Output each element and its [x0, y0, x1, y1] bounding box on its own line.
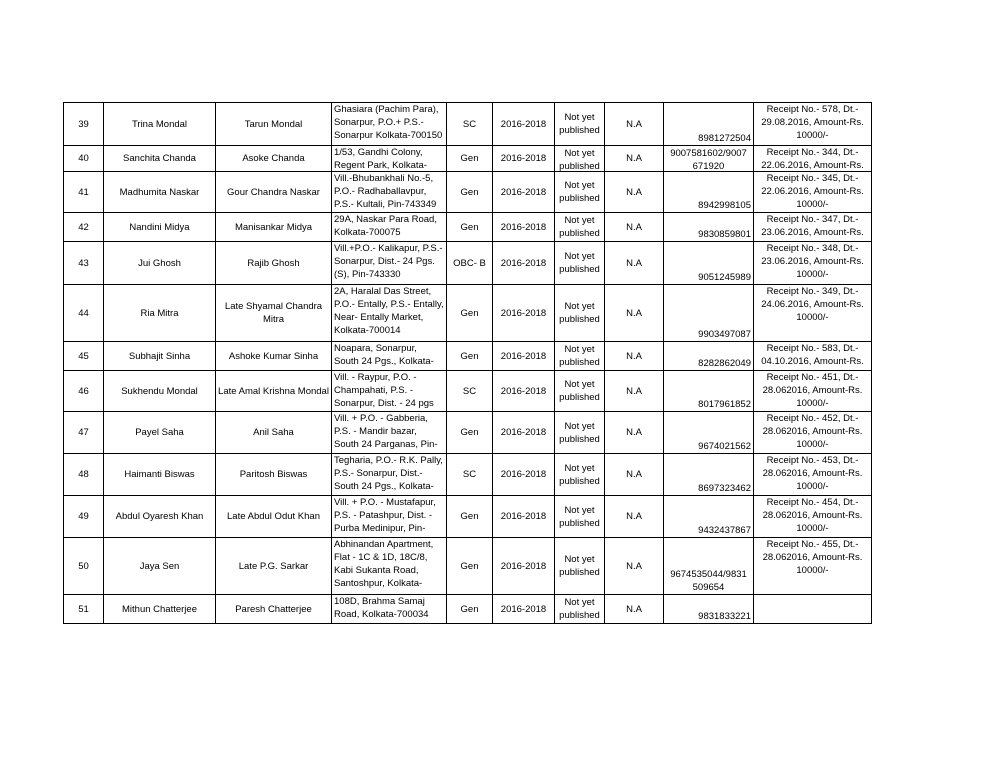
category-cell: Gen [447, 342, 493, 371]
table-row [64, 538, 872, 595]
category-cell: Gen [447, 285, 493, 342]
table-row [64, 454, 872, 496]
session-cell: 2016-2018 [493, 454, 555, 496]
phone-cell: 8981272504 [664, 103, 754, 146]
table-row [64, 595, 872, 624]
guardian-cell: Late Abdul Odut Khan [216, 496, 332, 538]
guardian-cell: Late P.G. Sarkar [216, 538, 332, 595]
guardian-cell: Paresh Chatterjee [216, 595, 332, 624]
table-row [64, 146, 872, 172]
table-row [64, 496, 872, 538]
status-cell: N.A [605, 595, 664, 624]
address-cell: Vill.-Bhubankhali No.-5, P.O.- Radhaballavpur, P.S.- Kultali, Pin-743349 [332, 172, 447, 213]
address-cell: 108D, Brahma Samaj Road, Kolkata-700034 [332, 595, 447, 624]
address-cell: Vill. - Raypur, P.O. - Champahati, P.S. - Sonarpur, Dist. - 24 pgs [332, 371, 447, 412]
name-cell: Jui Ghosh [104, 242, 216, 285]
result-cell: Not yet published [555, 595, 605, 624]
serial-cell: 50 [64, 538, 104, 595]
phone-cell: 9830859801 [664, 213, 754, 242]
session-cell: 2016-2018 [493, 538, 555, 595]
phone-cell: 8017961852 [664, 371, 754, 412]
status-cell: N.A [605, 172, 664, 213]
session-cell: 2016-2018 [493, 172, 555, 213]
name-cell: Sukhendu Mondal [104, 371, 216, 412]
status-cell: N.A [605, 146, 664, 172]
category-cell: Gen [447, 595, 493, 624]
serial-cell: 44 [64, 285, 104, 342]
name-cell: Subhajit Sinha [104, 342, 216, 371]
session-cell: 2016-2018 [493, 285, 555, 342]
phone-cell: 8697323462 [664, 454, 754, 496]
session-cell: 2016-2018 [493, 342, 555, 371]
guardian-cell: Asoke Chanda [216, 146, 332, 172]
serial-cell: 39 [64, 103, 104, 146]
guardian-cell: Manisankar Midya [216, 213, 332, 242]
name-cell: Mithun Chatterjee [104, 595, 216, 624]
session-cell: 2016-2018 [493, 412, 555, 454]
name-cell: Payel Saha [104, 412, 216, 454]
serial-cell: 43 [64, 242, 104, 285]
serial-cell: 46 [64, 371, 104, 412]
status-cell: N.A [605, 412, 664, 454]
address-cell: 29A, Naskar Para Road, Kolkata-700075 [332, 213, 447, 242]
serial-cell: 49 [64, 496, 104, 538]
receipt-cell: Receipt No.- 452, Dt.- 28.062016, Amount-Rs. 10000/- [754, 412, 872, 454]
table-row [64, 285, 872, 342]
guardian-cell: Ashoke Kumar Sinha [216, 342, 332, 371]
status-cell: N.A [605, 342, 664, 371]
status-cell: N.A [605, 454, 664, 496]
result-cell: Not yet published [555, 538, 605, 595]
table-row [64, 103, 872, 146]
receipt-cell: Receipt No.- 344, Dt.- 22.06.2016, Amount-Rs. [754, 146, 872, 172]
phone-cell: 9903497087 [664, 285, 754, 342]
receipt-cell: Receipt No.- 345, Dt.- 22.06.2016, Amount-Rs. 10000/- [754, 172, 872, 213]
status-cell: N.A [605, 242, 664, 285]
category-cell: Gen [447, 496, 493, 538]
session-cell: 2016-2018 [493, 242, 555, 285]
result-cell: Not yet published [555, 103, 605, 146]
table-row [64, 371, 872, 412]
name-cell: Ria Mitra [104, 285, 216, 342]
receipt-cell: Receipt No.- 349, Dt.- 24.06.2016, Amount-Rs. 10000/- [754, 285, 872, 342]
receipt-cell: Receipt No.- 454, Dt.- 28.062016, Amount-Rs. 10000/- [754, 496, 872, 538]
address-cell: 1/53, Gandhi Colony, Regent Park, Kolkata- [332, 146, 447, 172]
session-cell: 2016-2018 [493, 595, 555, 624]
status-cell: N.A [605, 213, 664, 242]
serial-cell: 48 [64, 454, 104, 496]
address-cell: Vill.+P.O.- Kalikapur, P.S.- Sonarpur, Dist.- 24 Pgs.(S), Pin-743330 [332, 242, 447, 285]
phone-cell: 8942998105 [664, 172, 754, 213]
result-cell: Not yet published [555, 371, 605, 412]
session-cell: 2016-2018 [493, 103, 555, 146]
category-cell: Gen [447, 213, 493, 242]
receipt-cell: Receipt No.- 453, Dt.- 28.062016, Amount-Rs. 10000/- [754, 454, 872, 496]
result-cell: Not yet published [555, 242, 605, 285]
guardian-cell: Late Amal Krishna Mondal [216, 371, 332, 412]
result-cell: Not yet published [555, 342, 605, 371]
guardian-cell: Late Shyamal Chandra Mitra [216, 285, 332, 342]
result-cell: Not yet published [555, 146, 605, 172]
phone-cell: 9674021562 [664, 412, 754, 454]
status-cell: N.A [605, 103, 664, 146]
receipt-cell [754, 595, 872, 624]
status-cell: N.A [605, 496, 664, 538]
receipt-cell: Receipt No.- 347, Dt.- 23.06.2016, Amount-Rs. [754, 213, 872, 242]
name-cell: Haimanti Biswas [104, 454, 216, 496]
receipt-cell: Receipt No.- 451, Dt.- 28.062016, Amount-Rs. 10000/- [754, 371, 872, 412]
name-cell: Nandini Midya [104, 213, 216, 242]
result-cell: Not yet published [555, 496, 605, 538]
phone-cell: 9051245989 [664, 242, 754, 285]
phone-cell: 9674535044/9831 509654 [664, 538, 754, 595]
status-cell: N.A [605, 371, 664, 412]
receipt-cell: Receipt No.- 455, Dt.- 28.062016, Amount-Rs. 10000/- [754, 538, 872, 595]
serial-cell: 45 [64, 342, 104, 371]
guardian-cell: Paritosh Biswas [216, 454, 332, 496]
table-row [64, 172, 872, 213]
receipt-cell: Receipt No.- 578, Dt.- 29.08.2016, Amount-Rs. 10000/- [754, 103, 872, 146]
table-row [64, 213, 872, 242]
category-cell: Gen [447, 538, 493, 595]
address-cell: Ghasiara (Pachim Para), Sonarpur, P.O.+ P.S.- Sonarpur Kolkata-700150 [332, 103, 447, 146]
phone-cell: 8282862049 [664, 342, 754, 371]
guardian-cell: Rajib Ghosh [216, 242, 332, 285]
guardian-cell: Tarun Mondal [216, 103, 332, 146]
result-cell: Not yet published [555, 213, 605, 242]
address-cell: Vill. + P.O. - Gabberia, P.S. - Mandir bazar, South 24 Parganas, Pin- [332, 412, 447, 454]
name-cell: Abdul Oyaresh Khan [104, 496, 216, 538]
session-cell: 2016-2018 [493, 146, 555, 172]
students-table [63, 102, 872, 624]
phone-cell: 9432437867 [664, 496, 754, 538]
result-cell: Not yet published [555, 454, 605, 496]
session-cell: 2016-2018 [493, 213, 555, 242]
serial-cell: 40 [64, 146, 104, 172]
session-cell: 2016-2018 [493, 496, 555, 538]
session-cell: 2016-2018 [493, 371, 555, 412]
category-cell: Gen [447, 412, 493, 454]
receipt-cell: Receipt No.- 583, Dt.- 04.10.2016, Amount-Rs. [754, 342, 872, 371]
table-row [64, 242, 872, 285]
category-cell: SC [447, 454, 493, 496]
phone-cell: 9007581602/9007 671920 [664, 146, 754, 172]
result-cell: Not yet published [555, 285, 605, 342]
name-cell: Madhumita Naskar [104, 172, 216, 213]
guardian-cell: Gour Chandra Naskar [216, 172, 332, 213]
status-cell: N.A [605, 285, 664, 342]
name-cell: Trina Mondal [104, 103, 216, 146]
name-cell: Sanchita Chanda [104, 146, 216, 172]
address-cell: Vill. + P.O. - Mustafapur, P.S. - Patashpur, Dist. - Purba Medinipur, Pin- [332, 496, 447, 538]
phone-cell: 9831833221 [664, 595, 754, 624]
category-cell: OBC- B [447, 242, 493, 285]
serial-cell: 47 [64, 412, 104, 454]
address-cell: Abhinandan Apartment, Flat - 1C & 1D, 18C/8, Kabi Sukanta Road, Santoshpur, Kolkata- [332, 538, 447, 595]
table-row [64, 342, 872, 371]
name-cell: Jaya Sen [104, 538, 216, 595]
address-cell: Noapara, Sonarpur, South 24 Pgs., Kolkata- [332, 342, 447, 371]
category-cell: Gen [447, 172, 493, 213]
guardian-cell: Anil Saha [216, 412, 332, 454]
serial-cell: 41 [64, 172, 104, 213]
receipt-cell: Receipt No.- 348, Dt.- 23.06.2016, Amount-Rs. 10000/- [754, 242, 872, 285]
result-cell: Not yet published [555, 172, 605, 213]
category-cell: SC [447, 371, 493, 412]
serial-cell: 51 [64, 595, 104, 624]
result-cell: Not yet published [555, 412, 605, 454]
table-row [64, 412, 872, 454]
address-cell: 2A, Haralal Das Street, P.O.- Entally, P.S.- Entally, Near- Entally Market, Kolkata-700014 [332, 285, 447, 342]
category-cell: SC [447, 103, 493, 146]
status-cell: N.A [605, 538, 664, 595]
category-cell: Gen [447, 146, 493, 172]
serial-cell: 42 [64, 213, 104, 242]
address-cell: Tegharia, P.O.- R.K. Pally, P.S.- Sonarpur, Dist.- South 24 Pgs., Kolkata- [332, 454, 447, 496]
